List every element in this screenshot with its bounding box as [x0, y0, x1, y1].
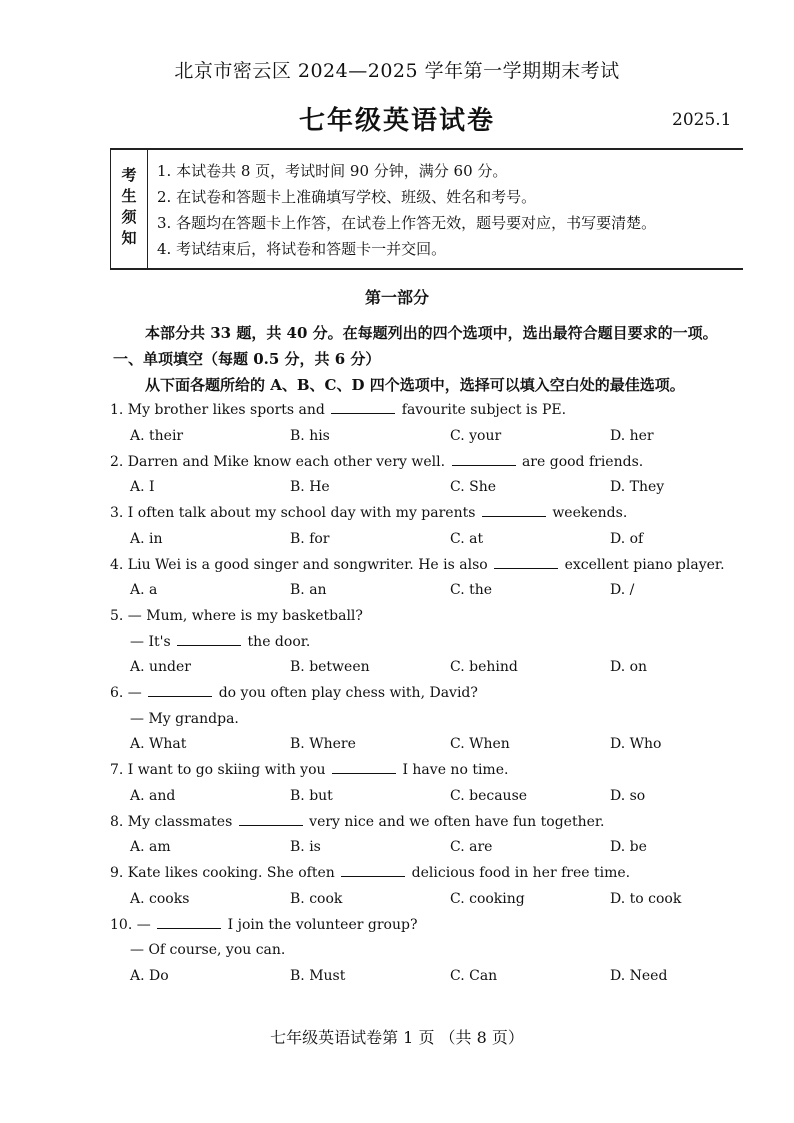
question-text-part: are good friends. — [521, 453, 644, 470]
answer-option: D. / — [610, 582, 635, 598]
answer-option: D. Who — [610, 736, 662, 752]
answer-option: B. Must — [290, 967, 346, 984]
question-text — [130, 634, 310, 650]
page-footer: 七年级英语试卷第 1 页 （共 8 页） — [270, 1028, 524, 1047]
answer-option: D. be — [610, 839, 647, 855]
question-text-part: 9. Kate likes cooking. She often — [110, 865, 335, 881]
question-text-part: very nice and we often have fun together. — [309, 813, 605, 830]
answer-option: C. She — [450, 479, 497, 495]
question-text — [110, 762, 508, 778]
notice-item: 4. 考试结束后，将试卷和答题卡一并交回。 — [157, 240, 447, 258]
notice-item: 1. 本试卷共 8 页，考试时间 90 分钟，满分 60 分。 — [157, 162, 508, 180]
part-description: 本部分共 33 题，共 40 分。在每题列出的四个选项中，选出最符合题目要求的一项。 — [145, 324, 718, 342]
answer-option: A. in — [130, 530, 163, 547]
answer-option: D. her — [610, 427, 654, 444]
answer-option: D. to cook — [610, 890, 682, 907]
question-text-part: 5. — Mum, where is my basketball? — [110, 608, 363, 624]
answer-blank — [341, 865, 405, 877]
answer-option: D. on — [610, 659, 648, 675]
answer-option: B. Where — [290, 736, 356, 752]
answer-option: A. I — [130, 479, 155, 495]
question-text-part: the door. — [247, 633, 311, 650]
question-text-part: I have no time. — [402, 762, 509, 778]
answer-option: D. Need — [610, 967, 668, 984]
answer-option: A. a — [130, 582, 158, 598]
question-text-part: 7. I want to go skiing with you — [110, 762, 326, 778]
answer-option: C. are — [450, 839, 493, 855]
answer-blank — [177, 634, 241, 646]
question-text — [110, 557, 725, 573]
question-text-part: 1. My brother likes sports and — [110, 402, 325, 418]
answer-blank — [332, 762, 396, 774]
question-text — [130, 711, 239, 727]
question-text-part: — Of course, you can. — [130, 942, 286, 958]
paper-title: 七年级英语试卷 — [298, 106, 495, 136]
question-text — [110, 865, 630, 881]
question-text — [110, 917, 417, 933]
answer-option: A. Do — [130, 967, 169, 984]
notice-box — [110, 148, 743, 270]
answer-option: A. What — [130, 736, 187, 752]
answer-blank — [157, 917, 221, 929]
answer-option: C. the — [450, 582, 493, 598]
answer-option: C. Can — [450, 967, 498, 984]
answer-option: A. their — [130, 427, 184, 444]
answer-option: C. behind — [450, 659, 518, 675]
question-text-part: 3. I often talk about my school day with my parents — [110, 505, 476, 521]
question-text-part: favourite subject is PE. — [401, 402, 567, 418]
answer-option: B. cook — [290, 890, 343, 907]
question-text-part: 4. Liu Wei is a good singer and songwriter. He is also — [110, 556, 488, 573]
notice-label: 考生须知 — [111, 150, 148, 268]
notice-list — [157, 158, 656, 262]
answer-option: B. is — [290, 839, 321, 855]
question-text-part: 6. — — [110, 685, 142, 701]
exam-title: 北京市密云区 2024—2025 学年第一学期期末考试 — [174, 60, 620, 82]
answer-blank — [494, 557, 558, 569]
answer-option: C. When — [450, 736, 510, 752]
answer-blank — [331, 402, 395, 414]
question-text-part: 10. — — [110, 916, 151, 933]
question-text — [130, 942, 285, 958]
question-text — [110, 402, 566, 418]
answer-option: D. so — [610, 787, 646, 804]
question-text — [110, 608, 363, 624]
answer-option: C. your — [450, 427, 502, 444]
answer-option: D. They — [610, 479, 665, 495]
answer-blank — [239, 814, 303, 826]
question-text-part: I join the volunteer group? — [227, 916, 418, 933]
question-text-part: — It's — [130, 633, 171, 650]
answer-option: B. He — [290, 479, 330, 495]
question-text-part: — My grandpa. — [130, 710, 239, 727]
answer-option: A. am — [130, 839, 171, 855]
answer-option: D. of — [610, 530, 644, 547]
part-title: 第一部分 — [364, 288, 429, 307]
answer-option: C. because — [450, 787, 528, 804]
section-title: 一、单项填空（每题 0.5 分，共 6 分） — [113, 350, 381, 368]
question-text-part: excellent piano player. — [564, 556, 725, 573]
answer-option: A. cooks — [130, 890, 190, 907]
answer-option: A. and — [130, 787, 176, 804]
answer-blank — [482, 505, 546, 517]
section-instruction: 从下面各题所给的 A、B、C、D 四个选项中，选择可以填入空白处的最佳选项。 — [145, 376, 685, 394]
answer-option: C. cooking — [450, 890, 525, 907]
question-text — [110, 814, 604, 830]
notice-item: 2. 在试卷和答题卡上准确填写学校、班级、姓名和考号。 — [157, 188, 537, 206]
answer-option: B. an — [290, 582, 327, 598]
question-text-part: weekends. — [552, 505, 628, 521]
question-text-part: delicious food in her free time. — [411, 865, 631, 881]
answer-option: C. at — [450, 530, 484, 547]
answer-blank — [452, 454, 516, 466]
answer-option: B. but — [290, 787, 333, 804]
question-text — [110, 505, 627, 521]
question-text-part: 2. Darren and Mike know each other very well. — [110, 453, 446, 470]
question-text-part: do you often play chess with, David? — [218, 685, 478, 701]
question-text-part: 8. My classmates — [110, 813, 233, 830]
answer-option: B. for — [290, 530, 330, 547]
question-text — [110, 454, 643, 470]
answer-blank — [148, 685, 212, 697]
notice-item: 3. 各题均在答题卡上作答，在试卷上作答无效，题号要对应，书写要清楚。 — [157, 214, 657, 232]
question-text — [110, 685, 478, 701]
exam-date: 2025.1 — [672, 110, 732, 130]
answer-option: B. between — [290, 659, 370, 675]
answer-option: B. his — [290, 427, 330, 444]
answer-option: A. under — [130, 659, 191, 675]
